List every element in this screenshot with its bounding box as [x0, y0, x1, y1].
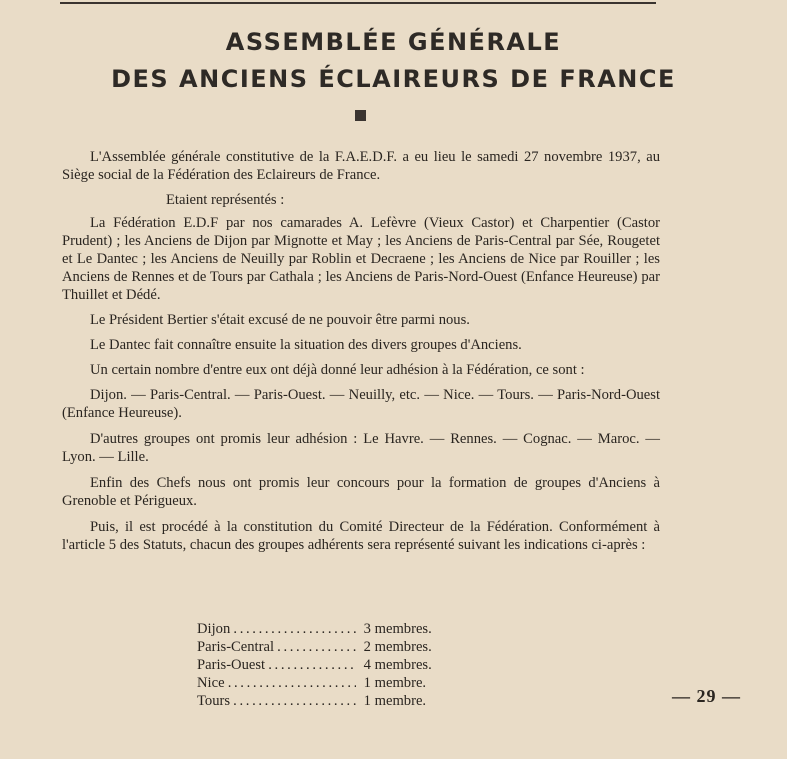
- article-body: [62, 148, 660, 561]
- members-row: [197, 692, 537, 710]
- members-row: [197, 620, 537, 638]
- page-title: [0, 24, 787, 98]
- members-table: [197, 620, 537, 710]
- members-group: Tours . . .: [197, 692, 356, 710]
- members-count: 3 membres.: [363, 621, 432, 637]
- paragraph: Puis, il est procédé à la constitution du Comité Directeur de la Fédération. Conformément à l'article 5 des Statuts, chacun des groupes adhérents sera représenté suivant les indications ci-après :: [62, 519, 660, 553]
- title-line-2: DES ANCIENS ÉCLAIREURS DE FRANCE: [111, 65, 676, 93]
- members-row: [197, 638, 537, 656]
- members-count: 4 membres.: [363, 657, 432, 673]
- members-count: 2 membres.: [363, 639, 432, 655]
- paragraph: Le Dantec fait connaître ensuite la situation des divers groupes d'Anciens.: [90, 337, 522, 353]
- members-group: Paris-Ouest . . .: [197, 656, 356, 674]
- members-group: Nice . . .: [197, 674, 356, 692]
- members-row: [197, 674, 537, 692]
- page-number: — 29 —: [672, 686, 741, 706]
- members-group: Dijon . . .: [197, 620, 356, 638]
- square-ornament-icon: [355, 110, 366, 121]
- paragraph: L'Assemblée générale constitutive de la F.A.E.D.F. a eu lieu le samedi 27 novembre 1937, au Siège social de la Fédération des Eclaireurs de France.: [62, 149, 660, 183]
- top-rule: [60, 2, 656, 4]
- paragraph: Enfin des Chefs nous ont promis leur concours pour la formation de groupes d'Anciens à Grenoble et Périgueux.: [62, 475, 660, 509]
- paragraph: D'autres groupes ont promis leur adhésion : Le Havre. — Rennes. — Cognac. — Maroc. — Lyon. — Lille.: [62, 431, 660, 465]
- paragraph: Etaient représentés :: [166, 192, 285, 208]
- paragraph: Un certain nombre d'entre eux ont déjà donné leur adhésion à la Fédération, ce sont :: [90, 362, 585, 378]
- paragraph: La Fédération E.D.F par nos camarades A. Lefèvre (Vieux Castor) et Charpentier (Castor Prudent) ; les Anciens de Dijon par Mignotte et May ; les Anciens de Paris-Central par Sée, Rougetet et Le Dantec ; les Anciens de Neuilly par Roblin et Decraene ; les Anciens de Nice par Rouiller ; les Anciens de Rennes et de Tours par Cathala ; les Anciens de Paris-Nord-Ouest (Enfance Heureuse) par Thuillet et Dédé.: [62, 215, 660, 303]
- title-line-1: ASSEMBLÉE GÉNÉRALE: [225, 28, 562, 56]
- members-group: Paris-Central . . .: [197, 638, 356, 656]
- paragraph: Le Président Bertier s'était excusé de ne pouvoir être parmi nous.: [90, 312, 470, 328]
- members-row: [197, 656, 537, 674]
- members-count: 1 membre.: [363, 675, 427, 691]
- paragraph: Dijon. — Paris-Central. — Paris-Ouest. — Neuilly, etc. — Nice. — Tours. — Paris-Nord-Ouest (Enfance Heureuse).: [62, 387, 660, 421]
- members-count: 1 membre.: [363, 693, 427, 709]
